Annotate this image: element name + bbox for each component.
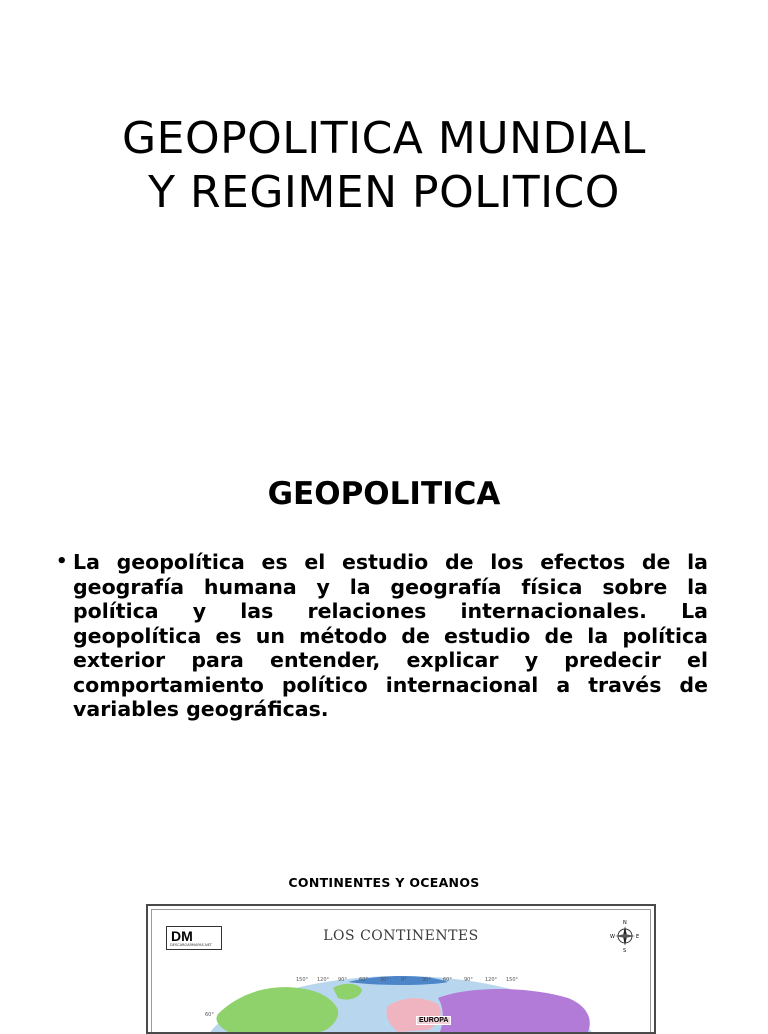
- longitude-label: 60°: [359, 977, 368, 983]
- bullet-paragraph: [56, 550, 708, 722]
- longitude-label: 90°: [464, 977, 473, 983]
- longitude-label: 150°: [506, 977, 519, 983]
- logo-text: DM: [171, 928, 193, 944]
- section-heading: GEOPOLITICA: [267, 476, 501, 512]
- map-caption: CONTINENTES Y OCEANOS: [288, 875, 480, 890]
- title-line-2: Y REGIMEN POLITICO: [148, 167, 620, 218]
- longitude-label: 120°: [485, 977, 498, 983]
- longitude-label: 150°: [296, 977, 309, 983]
- longitude-label: 90°: [338, 977, 347, 983]
- compass-s: S: [623, 948, 627, 952]
- bullet-dot: •: [56, 551, 68, 572]
- longitude-label: 0°: [401, 977, 407, 983]
- compass-rose-icon: [610, 918, 640, 952]
- compass-e: E: [636, 934, 640, 940]
- longitude-label: 60°: [443, 977, 452, 983]
- map-heading: LOS CONTINENTES: [323, 928, 479, 944]
- asia-shape: [438, 989, 590, 1032]
- compass-n: N: [623, 920, 627, 926]
- compass-w: W: [610, 934, 615, 940]
- longitude-label: 30°: [422, 977, 431, 983]
- continent-label-europa: EUROPA: [416, 1016, 451, 1025]
- longitude-label: 120°: [317, 977, 330, 983]
- world-map-graphic: [148, 906, 654, 1032]
- bullet-text: La geopolítica es el estudio de los efectos de la geografía humana y la geografía física sobre la política y las relaciones internacionales. La geopolítica es un método de estudio de la política exterior para entender, explicar y predecir el comportamiento político internacional a través de variables geográficas.: [73, 550, 708, 721]
- title-line-1: GEOPOLITICA MUNDIAL: [122, 113, 646, 164]
- continents-map-image: [146, 904, 656, 1034]
- north-america-shape: [216, 987, 338, 1032]
- slide-title: [0, 112, 768, 220]
- longitude-label: 30°: [380, 977, 389, 983]
- latitude-label: 60°: [205, 1012, 214, 1018]
- logo-site-text: DESCARGARMAPAS.NET: [170, 943, 212, 947]
